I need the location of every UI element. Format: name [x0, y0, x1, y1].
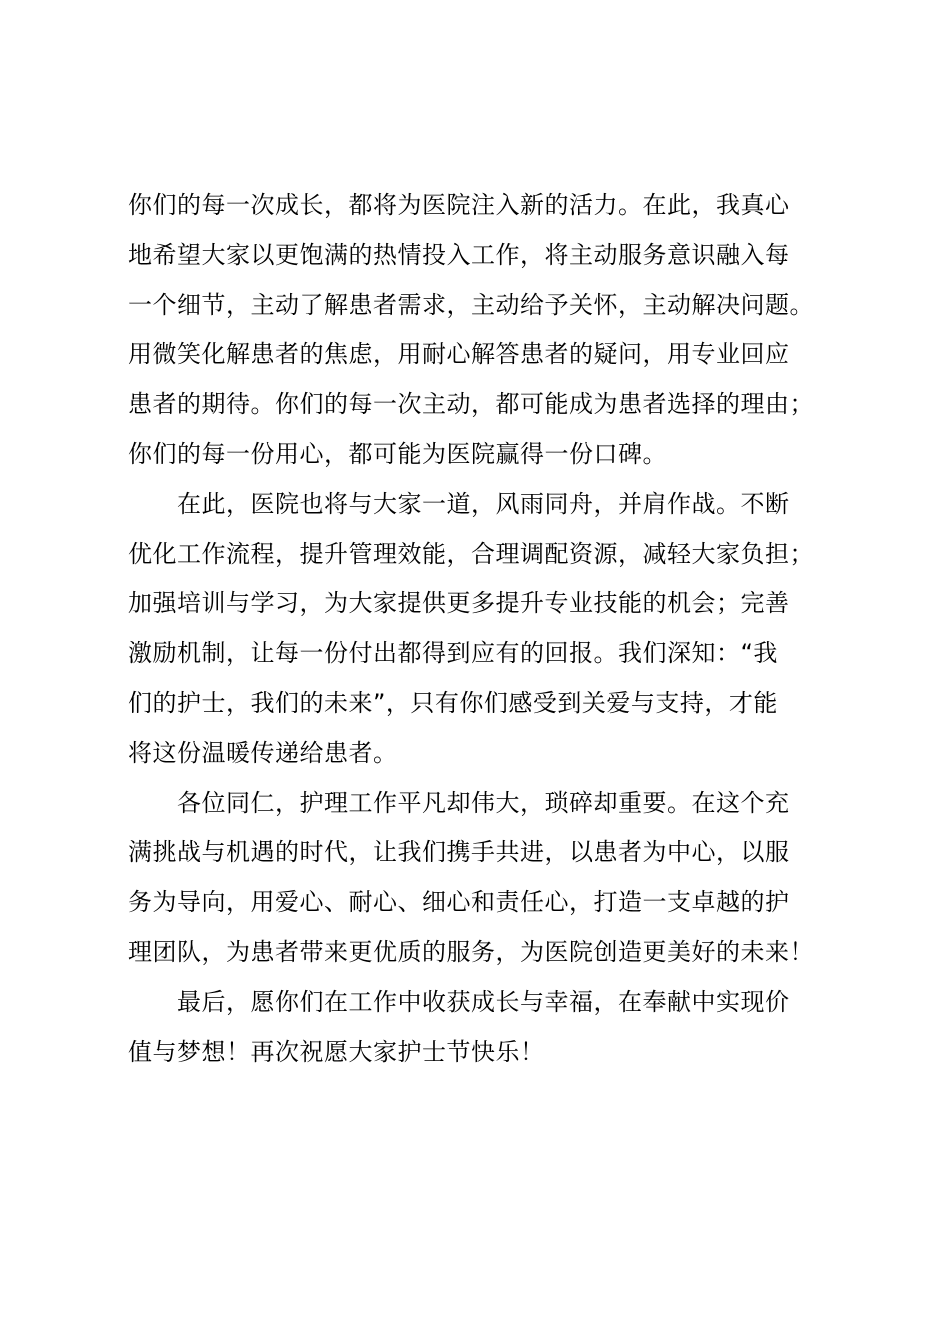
text-line: 患者的期待。你们的每一次主动，都可能成为患者选择的理由； — [128, 390, 814, 419]
text-line: 值与梦想！再次祝愿大家护士节快乐！ — [128, 1037, 545, 1066]
text-line: 务为导向，用爱心、耐心、细心和责任心，打造一支卓越的护 — [128, 888, 790, 917]
text-line: 地希望大家以更饱满的热情投入工作，将主动服务意识融入每 — [128, 240, 790, 269]
paragraph-first-line: 在此，医院也将与大家一道，风雨同舟，并肩作战。不断 — [177, 489, 790, 518]
document-body — [128, 181, 868, 1077]
paragraph-first-line: 各位同仁，护理工作平凡却伟大，琐碎却重要。在这个充 — [177, 788, 790, 817]
text-line: 优化工作流程，提升管理效能，合理调配资源，减轻大家负担； — [128, 539, 814, 568]
text-line: 激励机制，让每一份付出都得到应有的回报。我们深知：“我 — [128, 639, 778, 668]
text-line: 用微笑化解患者的焦虑，用耐心解答患者的疑问，用专业回应 — [128, 340, 790, 369]
text-line: 们的护士，我们的未来”，只有你们感受到关爱与支持，才能 — [128, 688, 778, 717]
text-line: 你们的每一次成长，都将为医院注入新的活力。在此，我真心 — [128, 191, 790, 219]
text-line: 加强培训与学习，为大家提供更多提升专业技能的机会；完善 — [128, 589, 790, 618]
text-line: 你们的每一份用心，都可能为医院赢得一份口碑。 — [128, 439, 667, 468]
text-line: 将这份温暖传递给患者。 — [128, 738, 398, 767]
text-line: 满挑战与机遇的时代，让我们携手共进，以患者为中心，以服 — [128, 838, 790, 867]
text-line: 理团队，为患者带来更优质的服务，为医院创造更美好的未来！ — [128, 937, 814, 966]
paragraph-first-line: 最后，愿你们在工作中收获成长与幸福，在奉献中实现价 — [177, 987, 790, 1016]
text-line: 一个细节，主动了解患者需求，主动给予关怀，主动解决问题。 — [128, 290, 814, 319]
